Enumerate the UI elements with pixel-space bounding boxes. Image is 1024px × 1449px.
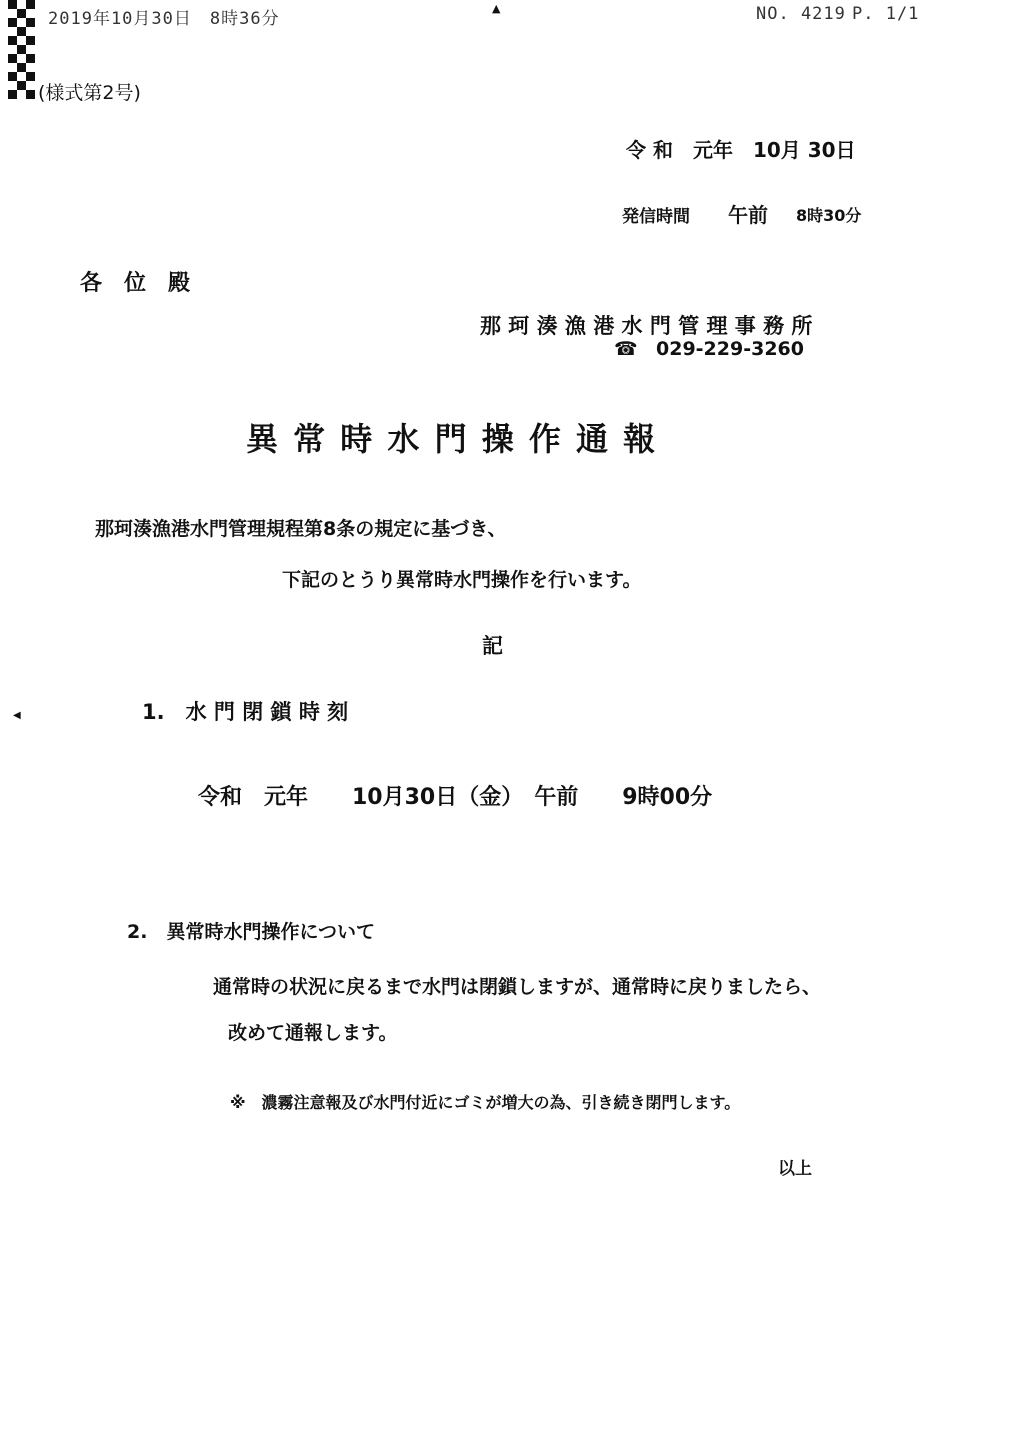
intro-line-2: 下記のとうり異常時水門操作を行います。	[282, 569, 642, 591]
checker-square	[26, 72, 35, 81]
checker-square	[17, 45, 26, 54]
top-marker-icon: ▲	[492, 2, 501, 15]
checker-square	[17, 81, 26, 90]
intro-line-1: 那珂湊漁港水門管理規程第8条の規定に基づき、	[95, 518, 507, 540]
checker-square	[17, 27, 26, 36]
checker-square	[17, 63, 26, 72]
section-2-note: ※ 濃霧注意報及び水門付近にゴミが増大の為、引き続き閉門します。	[230, 1093, 741, 1112]
checker-square	[8, 36, 17, 45]
addressee: 各 位 殿	[80, 271, 191, 296]
sent-time-label: 発信時間	[622, 207, 690, 227]
document-date: 令 和 元年 10月 30日	[626, 138, 856, 162]
ki-heading: 記	[482, 634, 503, 658]
sent-time-ampm: 午前	[728, 203, 768, 227]
fax-number: NO. 4219	[756, 4, 846, 24]
checker-square	[8, 54, 17, 63]
checker-square	[26, 90, 35, 99]
checker-square	[26, 0, 35, 9]
sent-time-value: 8時30分	[796, 206, 862, 225]
sender-phone: 029-229-3260	[656, 338, 804, 360]
section-2-body-line-1: 通常時の状況に戻るまで水門は閉鎖しますが、通常時に戻りましたら、	[213, 976, 822, 998]
section-1-heading: 1. 水 門 閉 鎖 時 刻	[142, 700, 349, 724]
checker-square	[26, 36, 35, 45]
form-label: (様式第2号)	[38, 82, 141, 104]
fax-datetime: 2019年10月30日 8時36分	[48, 9, 280, 29]
checker-square	[8, 72, 17, 81]
closing-text: 以上	[778, 1159, 812, 1179]
checker-square	[17, 9, 26, 18]
fax-page: P. 1/1	[852, 4, 920, 24]
section-1-datetime: 令和 元年 10月30日（金） 午前 9時00分	[198, 785, 713, 810]
sender-name: 那 珂 湊 漁 港 水 門 管 理 事 務 所	[480, 314, 813, 338]
left-marker-icon: ◀	[13, 710, 21, 721]
checker-square	[8, 90, 17, 99]
document-title: 異 常 時 水 門 操 作 通 報	[246, 420, 658, 458]
section-2-body-line-2: 改めて通報します。	[228, 1022, 398, 1044]
checker-square	[26, 54, 35, 63]
phone-icon: ☎	[614, 338, 638, 360]
section-2-heading: 2. 異常時水門操作について	[127, 921, 376, 943]
checker-square	[8, 0, 17, 9]
checker-square	[8, 18, 17, 27]
checker-square	[26, 18, 35, 27]
